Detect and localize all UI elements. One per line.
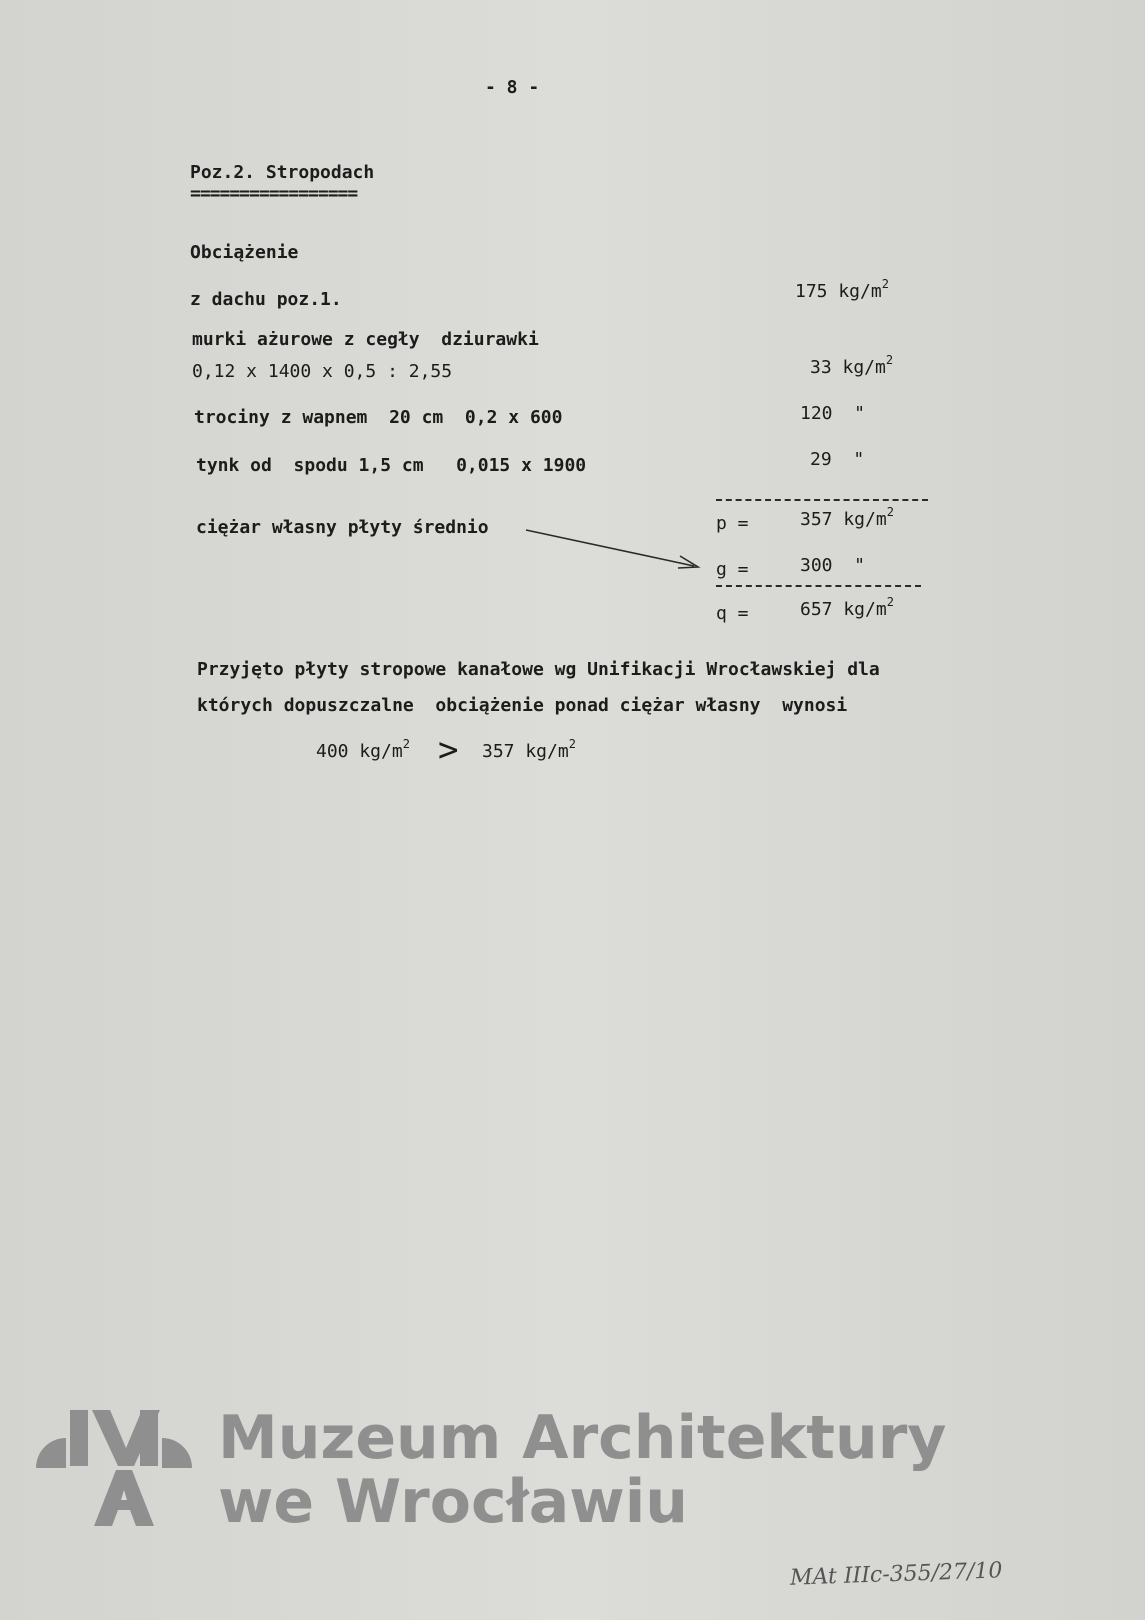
q-value: 657 $kg/m^2$ [800,595,894,620]
load-item-value: 175 $kg/m^2$ [795,277,889,302]
load-item-label: trociny z wapnem 20 cm 0,2 x 600 [194,407,563,428]
g-value: 300 " [800,555,866,576]
watermark-subtitle: we Wrocławiu [218,1467,688,1537]
load-item-value: 120 " [800,403,866,424]
section-title: Poz.2. Stropodach [190,162,375,183]
page-number: - 8 - [485,77,540,98]
self-weight-label: ciężar własny płyty średnio [196,517,489,538]
load-item-value: 33 $kg/m^2$ [810,353,894,378]
q-label: q = [716,603,749,624]
greater-than-sign: > [438,730,459,770]
load-item-label: 0,12 x 1400 x 0,5 : 2,55 [192,361,453,382]
sum-separator [716,499,928,501]
arrow-icon [520,520,720,580]
load-item-value: 29 " [810,449,865,470]
museum-logo-icon [36,1408,192,1528]
p-value: 357 $kg/m^2$ [800,505,894,530]
load-heading: Obciążenie [190,242,299,263]
load-item-label: murki ażurowe z cegły dziurawki [192,329,539,350]
p-label: p = [716,513,749,534]
section-title-underline: ================= [190,183,358,204]
total-separator [716,585,921,587]
load-item-label: tynk od spodu 1,5 cm 0,015 x 1900 [196,455,587,476]
conclusion-line: Przyjęto płyty stropowe kanałowe wg Unifikacji Wrocławskiej dla [197,659,880,680]
watermark-title: Muzeum Architektury [218,1403,947,1473]
archive-signature: MAt IIIc-355/27/10 [789,1558,1003,1591]
conclusion-line: których dopuszczalne obciążenie ponad ciężar własny wynosi [197,695,848,716]
allowed-load: 400 $kg/m^2$ [316,737,410,762]
actual-load: 357 $kg/m^2$ [482,737,576,762]
g-label: g = [716,559,749,580]
load-item-label: z dachu poz.1. [190,289,342,310]
